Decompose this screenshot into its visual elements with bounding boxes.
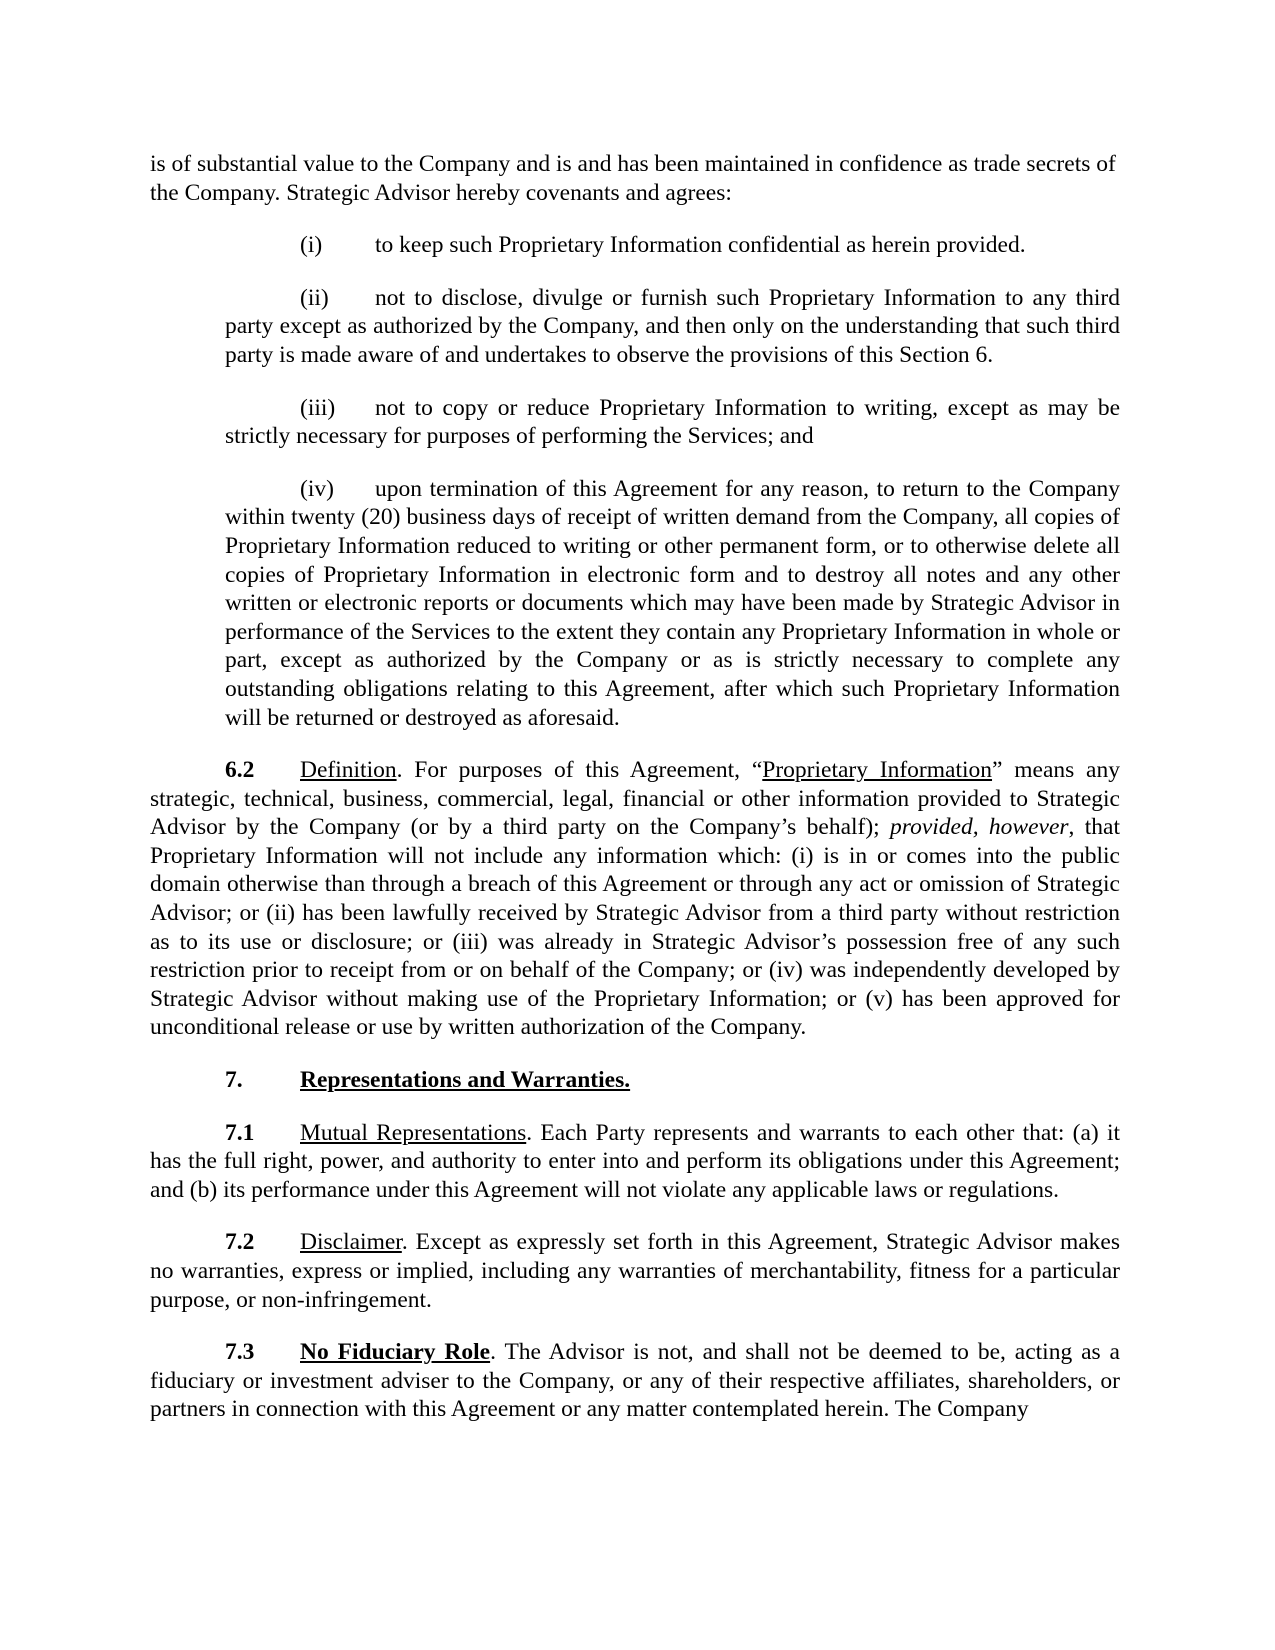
covenant-item-ii [225,284,1120,370]
section-number: 7.2 [225,1229,255,1256]
item-number: (iv) [300,475,334,502]
section-6-2 [150,756,1120,1042]
section-text: . Each Party represents and warrants to each other that: (a) it has the full right, power, and authority to enter into and perform its obligations under this Agreement; and (b) its performance under this Agreement will not violate any applicable laws or regulations. [150,1119,1120,1203]
section-number: 6.2 [225,757,255,784]
item-text: not to copy or reduce Proprietary Information to writing, except as may be strictly necessary for purposes of performing the Services; and [225,394,1120,450]
section-number: 7. [225,1067,243,1094]
section-7-2 [150,1228,1120,1314]
covenant-item-iii [225,394,1120,451]
section-text: . The Advisor is not, and shall not be deemed to be, acting as a fiduciary or investment adviser to the Company, or any of their respective affiliates, shareholders, or partners in connection with this Agreement or any matter contemplated herein. The Company [150,1339,1120,1423]
item-number: (i) [300,232,323,259]
section-number: 7.1 [225,1119,255,1146]
section-7-heading [150,1066,1120,1095]
intro-text: is of substantial value to the Company and is and has been maintained in confidence as trade secrets of the Company. Strategic Advisor hereby covenants and agrees: [150,151,1116,206]
intro-paragraph [150,150,1120,207]
section-text: , that Proprietary Information will not include any information which: (i) is in or comes into the public domain otherwise than through a breach of this Agreement or through any act or omission of Strategic Advisor; or (ii) has been lawfully received by Strategic Advisor from a third party without restriction as to its use or disclosure; or (iii) was already in Strategic Advisor’s possession free of any such restriction prior to receipt from or on behalf of the Company; or (iv) was independently developed by Strategic Advisor without making use of the Proprietary Information; or (v) has been approved for unconditional release or use by written authorization of the Company. [150,814,1120,1041]
section-text: . For purposes of this Agreement, “ [396,757,763,784]
covenant-item-iv [225,475,1120,732]
item-number: (iii) [300,394,336,421]
item-text: to keep such Proprietary Information confidential as herein provided. [375,232,1026,259]
section-number: 7.3 [225,1339,255,1366]
defined-term: Proprietary Information [762,757,993,784]
item-number: (ii) [300,284,329,311]
section-title: No Fiduciary Role [300,1339,491,1366]
section-7-1 [150,1119,1120,1205]
item-text: not to disclose, divulge or furnish such Proprietary Information to any third party except as authorized by the Company, and then only on the understanding that such third party is made aware of and undertakes to observe the provisions of this Section 6. [225,284,1120,368]
covenant-item-i [225,231,1120,260]
section-title: Representations and Warranties. [300,1067,631,1094]
document-page [150,150,1120,1448]
section-text: ” means any strategic, technical, business, commercial, legal, financial or other information provided to Strategic Advisor by the Company (or by a third party on the Company’s behalf); [150,757,1120,841]
section-7-3 [150,1338,1120,1424]
section-title: Disclaimer [300,1229,402,1256]
section-title: Definition [300,757,397,784]
section-title: Mutual Representations [300,1119,527,1146]
italic-phrase: provided, however [890,814,1069,841]
item-text: upon termination of this Agreement for any reason, to return to the Company within twenty (20) business days of receipt of written demand from the Company, all copies of Proprietary Information reduced to writing or other permanent form, or to otherwise delete all copies of Proprietary Information in electronic form and to destroy all notes and any other written or electronic reports or documents which may have been made by Strategic Advisor in performance of the Services to the extent they contain any Proprietary Information in whole or part, except as authorized by the Company or as is strictly necessary to complete any outstanding obligations relating to this Agreement, after which such Proprietary Information will be returned or destroyed as aforesaid. [225,475,1120,731]
section-text: . Except as expressly set forth in this Agreement, Strategic Advisor makes no warranties, express or implied, including any warranties of merchantability, fitness for a particular purpose, or non-infringement. [150,1229,1120,1313]
